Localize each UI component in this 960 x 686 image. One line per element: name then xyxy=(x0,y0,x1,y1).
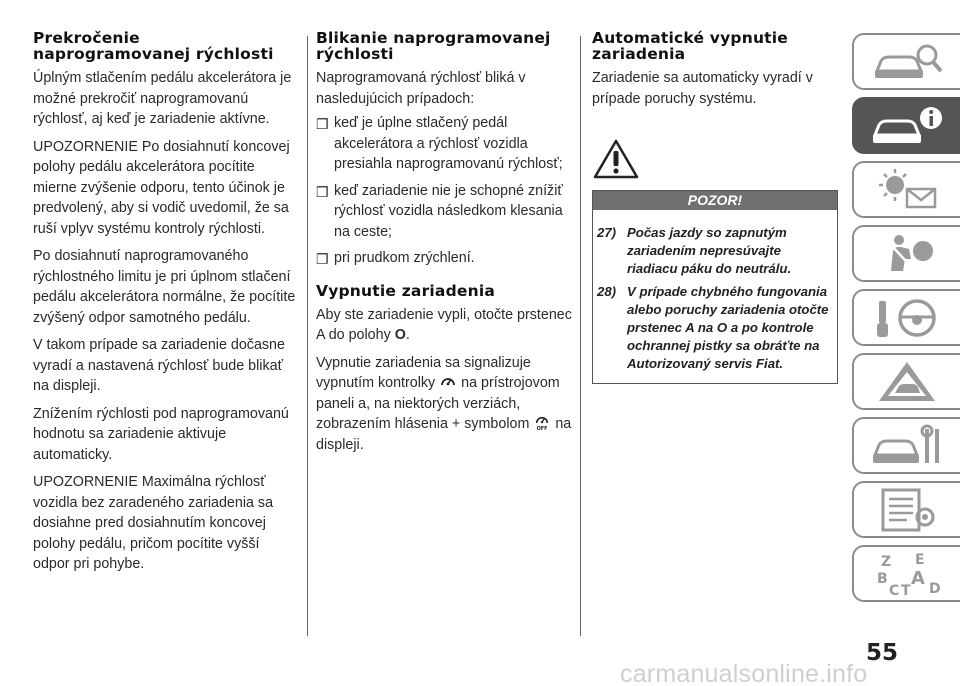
speedometer-icon xyxy=(440,374,456,390)
bullet-list xyxy=(316,113,572,269)
paragraph: Po dosiahnutí naprogramovaného rýchlostného limitu je pri úplnom stlačení pedálu akcelerátora normálne, že pocítite zvýšený odpor samotného pedálu. xyxy=(33,248,296,326)
warning-lights-envelope-icon xyxy=(869,167,945,213)
column-auto-disable xyxy=(592,30,842,384)
paragraph: UPOZORNENIE Maximálna rýchlosť vozidla bez zaradeného zariadenia sa dosiahne pred dosiahnutím koncovej polohy pedálu, pričom pocítite vyšší odpor pri pohybe. xyxy=(33,474,274,572)
watermark: carmanualsonline.info xyxy=(620,660,868,686)
chapter-tabs xyxy=(852,33,960,609)
breakdown-triangle-icon xyxy=(869,359,945,405)
column-divider xyxy=(580,36,581,636)
column-speed-exceed xyxy=(33,30,299,582)
index-letter: A xyxy=(911,567,925,589)
speedometer-off-icon xyxy=(534,415,550,431)
off-label: OFF xyxy=(536,426,548,431)
warning-item: 27) Počas jazdy so zapnutým zariadením nepresúvajte riadiacu páku do neutrálu. xyxy=(597,225,792,276)
warning-item: 28) V prípade chybného fungovania alebo poruchy zariadenia otočte prstenec A na O a po kontrole ochrannej pistky sa obráťte na Autorizovaný servis Fiat. xyxy=(597,284,829,371)
section-heading: Prekročenie naprogramovanej rýchlosti xyxy=(33,29,274,63)
tab-technical-data[interactable] xyxy=(852,481,960,538)
tab-emergency[interactable] xyxy=(852,353,960,410)
page-number: 55 xyxy=(866,640,899,666)
paragraph: Zariadenie sa automaticky vyradí v prípade poruchy systému. xyxy=(592,70,813,107)
checkbox-bullet-icon: ❒ xyxy=(316,116,329,132)
column-speed-blinking xyxy=(316,30,572,462)
paragraph: Vypnutie zariadenia sa signalizuje vypnutím kontrolky na prístrojovom paneli a, na niektorých verziách, zobrazením hlásenia + symbolom OFF na displeji. xyxy=(316,354,572,453)
section-heading: Automatické vypnutie zariadenia xyxy=(592,29,789,63)
index-letter: C xyxy=(889,582,900,597)
paragraph: Znížením rýchlosti pod naprogramovanú hodnotu sa zariadenie aktivuje automaticky. xyxy=(33,405,289,463)
index-letter: B xyxy=(877,570,888,587)
warning-triangle-icon xyxy=(593,139,639,179)
checkbox-bullet-icon: ❒ xyxy=(316,183,329,200)
list-item: ❒ pri prudkom zrýchlení. xyxy=(316,248,572,269)
paragraph: UPOZORNENIE Po dosiahnutí koncovej polohy pedálu akcelerátora pocítite mierne zvýšenie odporu, tento účinok je predvolený, aby si vodič uvedomil, že sa ruší vplyv systému kontroly rýchlosti. xyxy=(33,138,290,237)
checkbox-bullet-icon: ❒ xyxy=(316,251,329,267)
warning-box xyxy=(592,190,838,384)
section-heading: Vypnutie zariadenia xyxy=(316,281,496,300)
warning-section xyxy=(592,139,842,384)
paragraph: V takom prípade sa zariadenie dočasne vyradí a nastavená rýchlosť bude blikať na displeji. xyxy=(33,337,285,394)
list-item: ❒ keď je úplne stlačený pedál akcelerátora a rýchlosť vozidla presiahla naprogramovanú rýchlosť; xyxy=(316,115,563,172)
tab-index[interactable] xyxy=(852,545,960,602)
paragraph: Aby ste zariadenie vypli, otočte prstenec A do polohy O. xyxy=(316,306,572,343)
index-letter: D xyxy=(929,580,941,597)
column-divider xyxy=(307,36,308,636)
index-letter: Z xyxy=(881,553,892,570)
tab-dashboard-info[interactable] xyxy=(852,97,960,154)
section-heading: Blikanie naprogramovanej rýchlosti xyxy=(316,29,551,63)
list-item: ❒ keď zariadenie nie je schopné znížiť rýchlosť vozidla následkom klesania na ceste; xyxy=(316,182,563,240)
paragraph: Úplným stlačením pedálu akcelerátora je možné prekročiť naprogramovanú rýchlosť, aj keď je zariadenie aktívne. xyxy=(33,70,292,127)
tab-safety[interactable] xyxy=(852,225,960,282)
key-steering-wheel-icon xyxy=(869,295,945,341)
paragraph: Naprogramovaná rýchlosť bliká v nasledujúcich prípadoch: xyxy=(316,70,526,107)
index-letter: E xyxy=(915,551,925,568)
tab-getting-to-know-car[interactable] xyxy=(852,33,960,90)
warning-body xyxy=(593,210,837,373)
specifications-list-icon xyxy=(869,487,945,533)
car-info-icon xyxy=(869,103,945,149)
index-letter: T xyxy=(901,582,911,597)
seatbelt-airbag-icon xyxy=(869,231,945,277)
car-search-icon xyxy=(869,39,945,85)
tab-starting-driving[interactable] xyxy=(852,289,960,346)
tab-warning-lights[interactable] xyxy=(852,161,960,218)
car-service-tools-icon xyxy=(869,423,945,469)
tab-maintenance[interactable] xyxy=(852,417,960,474)
alphabetical-index-icon xyxy=(869,551,945,597)
warning-title: POZOR! xyxy=(593,191,837,210)
